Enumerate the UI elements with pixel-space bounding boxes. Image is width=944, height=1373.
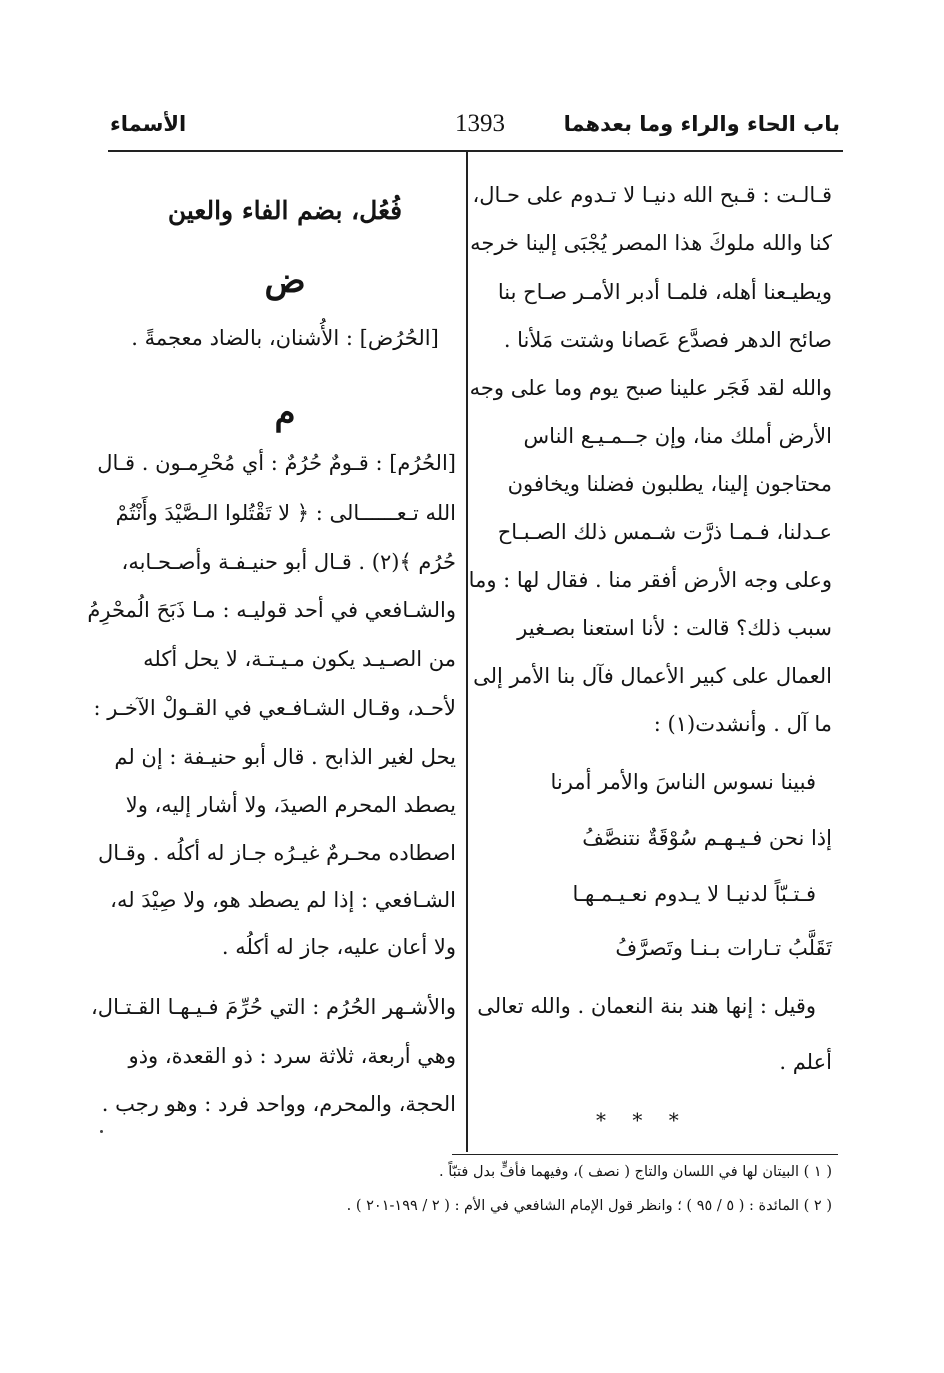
text-line: الأرض أملك منا، وإن جــمـيـع الناس (523, 424, 832, 448)
text-line: من الصـيـد يكون مـيـتـة، لا يحل أكله (143, 647, 456, 671)
text-line: حُرُم ﴾(٢) . قـال أبو حنيـفـة وأصـحـابه، (121, 550, 456, 574)
header-rule (108, 150, 843, 152)
entry-text: [الحُرُض] : الأُشنان، بالضاد معجمةً . (131, 326, 439, 350)
text-line: والله لقد فَجَر علينا صبح يوم وما على وجه (469, 376, 832, 400)
text-line: يصطد المحرم الصيدَ، ولا أشار إليه، ولا (125, 793, 456, 817)
text-line: سبب ذلك؟ قالت : لأنا استعنا بصـغير (517, 616, 832, 640)
section-title: فُعُل، بضم الفاء والعين (167, 196, 403, 225)
chapter-header: باب الحاء والراء وما بعدهما (563, 112, 840, 136)
page-number: 1393 (455, 110, 505, 137)
footnote: ( ١ ) البيتان لها في اللسان والتاج ( نصف )، وفيهما فأفٍّ بدل فتبّاً . (439, 1164, 832, 1180)
footnote: ( ٢ ) المائدة : ( ٥ / ٩٥ ) ؛ وانظر قول الإمام الشافعي في الأم : ( ٢ / ١٩٩-٢٠١ ) . (346, 1198, 832, 1214)
column-divider (466, 152, 468, 1152)
text-line: [الحُرُم] : قـومٌ حُرُمٌ : أي مُحْرِمـون . قـال (97, 451, 456, 475)
text-line: ويطيـعنا أهله، فلمـا أدبر الأمـر صـاح بنا (497, 280, 832, 304)
text-line: الشـافعي : إذا لم يصطد هو، ولا صِيْدَ له، (110, 888, 456, 912)
section-header: الأسماء (110, 112, 187, 136)
poem-line: فبينا نسوس الناسَ والأمر أمرنا (550, 770, 816, 794)
text-line: صائح الدهر فصدَّع عَصانا وشتت مَلأنا . (503, 328, 832, 352)
text-line: وهي أربعة، ثلاثة سرد : ذو القعدة، وذو (128, 1044, 456, 1068)
letter-heading: م (274, 393, 296, 433)
footnote-rule (452, 1154, 838, 1155)
text-line: الله تـعــــــالى : ﴿ لا تَقْتُلوا الـصَّيْدَ وأَنْتُمْ (115, 501, 456, 525)
text-line: والشـافعي في أحد قوليـه : مـا ذَبَحَ الُمحْرِمُ (87, 598, 456, 622)
text-line: قـالـت : قـبح الله دنيـا لا تـدوم على حـال، (472, 183, 832, 207)
text-line: ما آل . وأنشدت(١) : (653, 712, 832, 736)
poem-line: إذا نحن فـيـهـم سُوْقَةٌ نتنصَّفُ (582, 826, 832, 850)
poem-line: فـتـبّاً لدنيـا لا يـدوم نعـيـمـهـا (572, 882, 816, 906)
section-separator: * * * (596, 1108, 689, 1132)
text-line: أعلم . (779, 1050, 832, 1074)
text-line: لأحـد، وقـال الشـافـعي في القـولْ الآخـر : (93, 696, 456, 720)
ink-speck (100, 1130, 103, 1133)
text-line: كنا والله ملوكَ هذا المصر يُجْبَى إلينا خرجه (470, 231, 832, 255)
text-line: عـدلنا، فـمـا ذرَّت شـمس ذلك الصـبـاح (497, 520, 832, 544)
text-line: العمال على كبير الأعمال فآل بنا الأمر إلى (473, 664, 832, 688)
text-line: والأشـهر الحُرُم : التي حُرِّمَ فـيـهـا القـتـال، (91, 995, 456, 1019)
text-line: وقيل : إنها هند بنة النعمان . والله تعالى (477, 994, 816, 1018)
letter-heading: ض (264, 261, 306, 301)
text-line: اصطاده محـرمٌ غيـرُه جـاز له أكلُه . وقـال (97, 841, 456, 865)
poem-line: تَقَلَّبُ تـارات بـنـا وتَصرَّفُ (615, 936, 832, 960)
text-line: يحل لغير الذابح . قال أبو حنيـفة : إن لم (114, 745, 456, 769)
text-line: محتاجون إلينا، يطلبون فضلنا ويخافون (507, 472, 832, 496)
text-line: وعلى وجه الأرض أفقر منا . فقال لها : وما (468, 568, 832, 592)
text-line: الحجة، والمحرم، وواحد فرد : وهو رجب . (101, 1092, 456, 1116)
text-line: ولا أعان عليه، جاز له أكلُه . (221, 935, 456, 959)
